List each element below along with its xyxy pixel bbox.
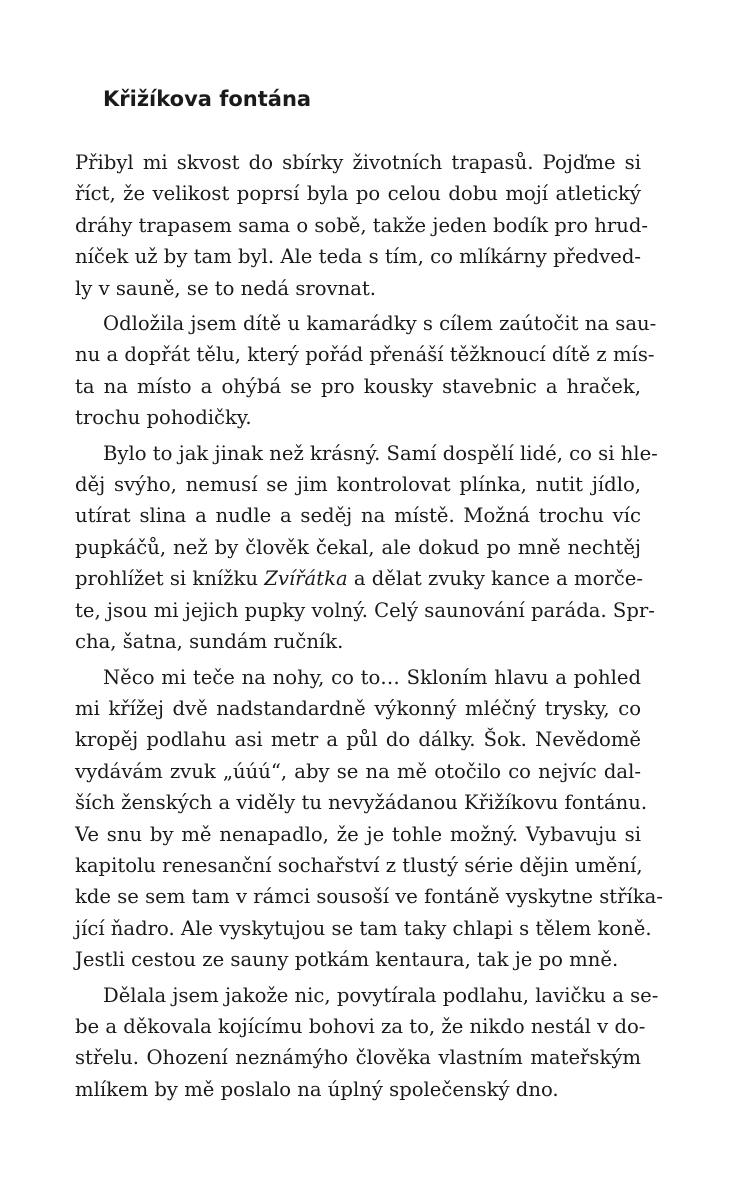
paragraph bbox=[75, 662, 663, 976]
text-line: kde se sem tam v rámci sousoší ve fontáně vyskytne stříka- bbox=[75, 885, 663, 909]
paragraph bbox=[75, 308, 657, 434]
text-line: Něco mi teče na nohy, co to… Skloním hlavu a pohled bbox=[103, 665, 641, 689]
text-line: vydávám zvuk „úúú“, aby se na mě otočilo co nejvíc dal- bbox=[75, 759, 641, 783]
text-line: Bylo to jak jinak než krásný. Samí dospělí lidé, co si hle- bbox=[103, 441, 658, 465]
text-line: kropěj podlahu asi metr a půl do dálky. Šok. Nevědomě bbox=[75, 728, 641, 752]
chapter-body bbox=[75, 147, 663, 1109]
text-line: pupkáčů, než by člověk čekal, ale dokud po mně nechtěj bbox=[75, 535, 641, 559]
text-line: Přibyl mi skvost do sbírky životních trapasů. Pojďme si bbox=[75, 151, 641, 174]
text-line: Jestli cestou ze sauny potkám kentaura, tak je po mně. bbox=[75, 948, 619, 972]
text-line: říct, že velikost poprsí byla po celou dobu mojí atletický bbox=[75, 182, 641, 206]
text-line: cha, šatna, sundám ručník. bbox=[75, 630, 344, 654]
text-line: jící ňadro. Ale vyskytujou se tam taky chlapi s tělem koně. bbox=[75, 916, 652, 940]
text-line: Odložila jsem dítě u kamarádky s cílem zaútočit na sau- bbox=[103, 312, 657, 336]
text-line: ta na místo a ohýbá se pro kousky stavebnic a hraček, bbox=[75, 374, 641, 398]
text-line: trochu pohodičky. bbox=[75, 406, 252, 430]
text-line: níček už by tam byl. Ale teda s tím, co mlíkárny předved- bbox=[75, 245, 641, 269]
paragraph bbox=[75, 147, 648, 304]
text-line: dráhy trapasem sama o sobě, takže jeden bodík pro hrud- bbox=[75, 213, 648, 237]
text-line: děj svýho, nemusí se jim kontrolovat plínka, nutit jídlo, bbox=[75, 473, 641, 497]
paragraph bbox=[75, 438, 658, 658]
text-line: střelu. Ohození neznámýho člověka vlastním mateřským bbox=[75, 1046, 641, 1070]
book-title-italic: Zvířátka bbox=[264, 567, 348, 591]
text-line: be a děkovala kojícímu bohovi za to, že nikdo nestál v do- bbox=[75, 1014, 646, 1038]
text-line: utírat slina a nudle a seděj na místě. Možná trochu víc bbox=[75, 504, 641, 528]
text-line: ly v sauně, se to nedá srovnat. bbox=[75, 276, 377, 300]
text-line: mlíkem by mě poslalo na úplný společenský dno. bbox=[75, 1077, 559, 1101]
text-line: kapitolu renesanční sochařství z tlustý série dějin umění, bbox=[75, 853, 643, 877]
text-line: nu a dopřát tělu, který pořád přenáší těžknoucí dítě z mís- bbox=[75, 343, 655, 367]
chapter-title: Křižíkova fontána bbox=[103, 87, 312, 111]
text-line: Dělala jsem jakože nic, povytírala podlahu, lavičku a se- bbox=[103, 983, 659, 1007]
paragraph bbox=[75, 980, 659, 1106]
text-fragment: prohlížet si knížku bbox=[75, 567, 265, 591]
text-line: ších ženských a viděly tu nevyžádanou Křižíkovu fontánu. bbox=[75, 791, 648, 815]
text-line: Ve snu by mě nenapadlo, že je tohle možný. Vybavuju si bbox=[75, 822, 641, 846]
text-line-with-italic bbox=[75, 563, 641, 594]
text-line: te, jsou mi jejich pupky volný. Celý saunování paráda. Spr- bbox=[75, 598, 655, 622]
text-line: mi křížej dvě nadstandardně výkonný mléčný trysky, co bbox=[75, 696, 641, 720]
text-fragment: a dělat zvuky kance a morče- bbox=[347, 567, 643, 591]
